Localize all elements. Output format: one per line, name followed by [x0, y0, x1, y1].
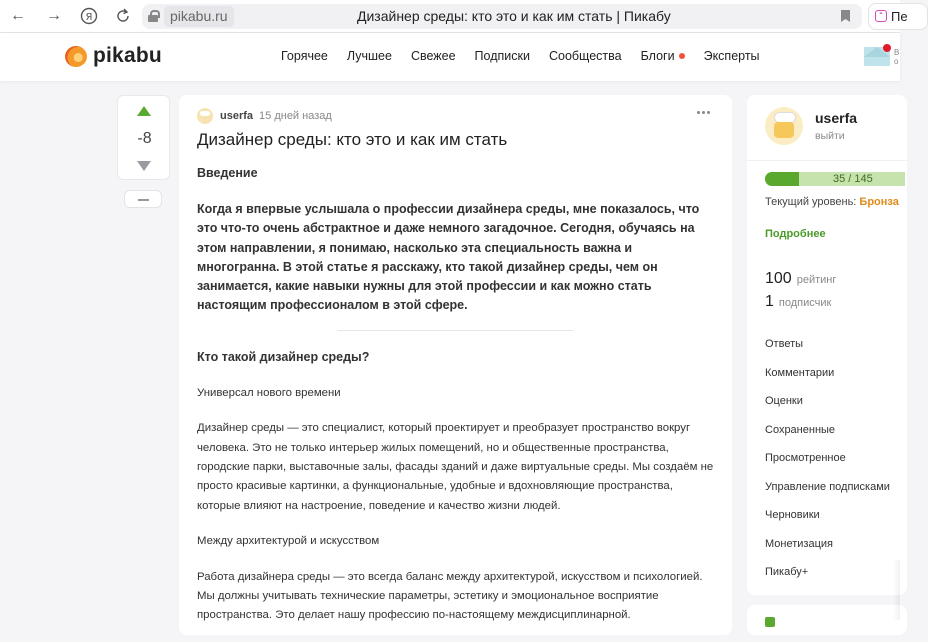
author-avatar[interactable]: [197, 108, 213, 124]
collapse-button[interactable]: [124, 190, 162, 208]
menu-comments[interactable]: Комментарии: [765, 366, 835, 379]
svg-text:Я: Я: [85, 12, 93, 23]
profile-menu: [765, 337, 890, 594]
lock-icon: [148, 10, 158, 22]
rating-number: 100: [765, 270, 792, 287]
logo-text: pikabu: [93, 44, 162, 67]
menu-manage-subscriptions[interactable]: Управление подписками: [765, 480, 890, 493]
yandex-icon[interactable]: [79, 6, 99, 26]
profile-name[interactable]: userfa: [815, 110, 858, 126]
bookmark-icon[interactable]: [841, 10, 850, 22]
vote-box: [117, 95, 170, 180]
profile-card: [747, 95, 907, 595]
level-label: Текущий уровень:: [765, 196, 860, 208]
pikabu-logo-icon: [65, 46, 87, 67]
nav-subscriptions[interactable]: Подписки: [474, 49, 530, 63]
subheading-1: Универсал нового времени: [197, 386, 341, 399]
divider: [337, 330, 573, 331]
site-header: [0, 33, 900, 81]
intro-heading: Введение: [197, 166, 258, 180]
subscribers-number: 1: [765, 293, 774, 310]
paragraph-2: Работа дизайнера среды — это всегда баланс между архитектурой, искусством и психологией. Мы должны учитывать технические параметры, эстетику и эмоциональное восприятие пространства. Это делает нашу профессию по-настоящему междисциплинарной.: [197, 570, 703, 622]
address-bar[interactable]: [142, 4, 862, 29]
author-name[interactable]: userfa: [220, 110, 254, 122]
logout-link[interactable]: выйти: [815, 130, 845, 142]
menu-viewed[interactable]: Просмотренное: [765, 452, 846, 464]
upvote-icon[interactable]: [137, 106, 151, 116]
main-nav: [281, 49, 779, 63]
nav-blogs-label: Блоги: [640, 49, 675, 63]
menu-answers[interactable]: Ответы: [765, 338, 804, 350]
page-title-in-address: Дизайнер среды: кто это и как им стать | Пикабу: [357, 8, 671, 24]
menu-ratings[interactable]: Оценки: [765, 395, 803, 407]
nav-best[interactable]: Лучшее: [346, 49, 392, 63]
scrollbar-shadow: [893, 560, 900, 620]
nav-hot[interactable]: Горячее: [281, 49, 328, 63]
reload-icon[interactable]: [113, 6, 133, 26]
mail-text: [894, 48, 899, 66]
menu-monetization[interactable]: Монетизация: [765, 537, 833, 550]
extension-label: Пе: [891, 9, 908, 24]
paragraph-1: Дизайнер среды — это специалист, который проектирует и преобразует пространство вокруг человека. Это не только интерьер жилых помещений, но и общественные пространства, городские парки, выставочные залы, фасады зданий и даже виртуальные среды. Мы создаём не просто красивые картинки, а функциональные, удобные и вдохновляющие пространства, которые влияют на настроение, поведение и качество жизни людей.: [197, 422, 714, 512]
subheading-2: Между архитектурой и искусством: [197, 535, 380, 548]
menu-saved[interactable]: Сохраненные: [765, 423, 836, 436]
section-heading: Кто такой дизайнер среды?: [197, 349, 370, 364]
quote-icon: “: [875, 10, 887, 22]
secondary-card: [747, 605, 907, 635]
extension-button[interactable]: [868, 3, 928, 30]
address-host[interactable]: pikabu.ru: [164, 6, 234, 27]
forward-icon[interactable]: →: [46, 7, 62, 24]
level-progress-text: 35 / 145: [833, 173, 873, 185]
level-progress-fill: [765, 172, 799, 186]
level-progress-bar: [765, 172, 905, 186]
new-dot-icon: [679, 53, 685, 59]
rating-label: рейтинг: [796, 274, 837, 286]
article-body: [197, 165, 717, 642]
profile-avatar[interactable]: [765, 107, 803, 145]
nav-fresh[interactable]: Свежее: [410, 49, 456, 63]
downvote-icon[interactable]: [137, 161, 151, 171]
browser-toolbar: [0, 0, 908, 33]
more-details-link[interactable]: Подробнее: [765, 228, 826, 240]
subscribers-stat: [765, 293, 831, 311]
divider: [747, 160, 907, 161]
vote-count: -8: [137, 130, 152, 147]
nav-communities[interactable]: Сообщества: [548, 49, 622, 63]
mail-text-1: В: [894, 48, 900, 57]
menu-drafts[interactable]: Черновики: [765, 509, 820, 521]
article-card: [179, 95, 732, 635]
article-title[interactable]: Дизайнер среды: кто это и как им стать: [197, 130, 508, 149]
more-options-icon[interactable]: [697, 111, 710, 114]
subscribers-label: подписчик: [778, 297, 832, 309]
current-level: [765, 196, 899, 208]
mail-text-2: о: [894, 57, 899, 66]
level-value: Бронза: [859, 196, 899, 208]
post-time: 15 дней назад: [259, 110, 332, 122]
mail-badge: [883, 44, 891, 52]
lead-paragraph: Когда я впервые услышала о профессии дизайнера среды, мне показалось, что это что-то очень абстрактное и даже немного загадочное. Сегодня, обучаясь на этом направлении, я понимаю, насколько эта специальность важна и многогранна. В этой статье я расскажу, кто такой дизайнер среды, чем он занимается, какие навыки нужны для этой профессии и как можно стать настоящим профессионалом в этой сфере.: [197, 202, 700, 313]
article-meta: [197, 107, 332, 125]
back-icon[interactable]: ←: [10, 7, 26, 24]
menu-pikabu-plus[interactable]: Пикабу+: [765, 566, 809, 578]
nav-experts[interactable]: Эксперты: [703, 49, 760, 63]
rating-stat: [765, 270, 836, 288]
nav-blogs[interactable]: [641, 49, 685, 63]
